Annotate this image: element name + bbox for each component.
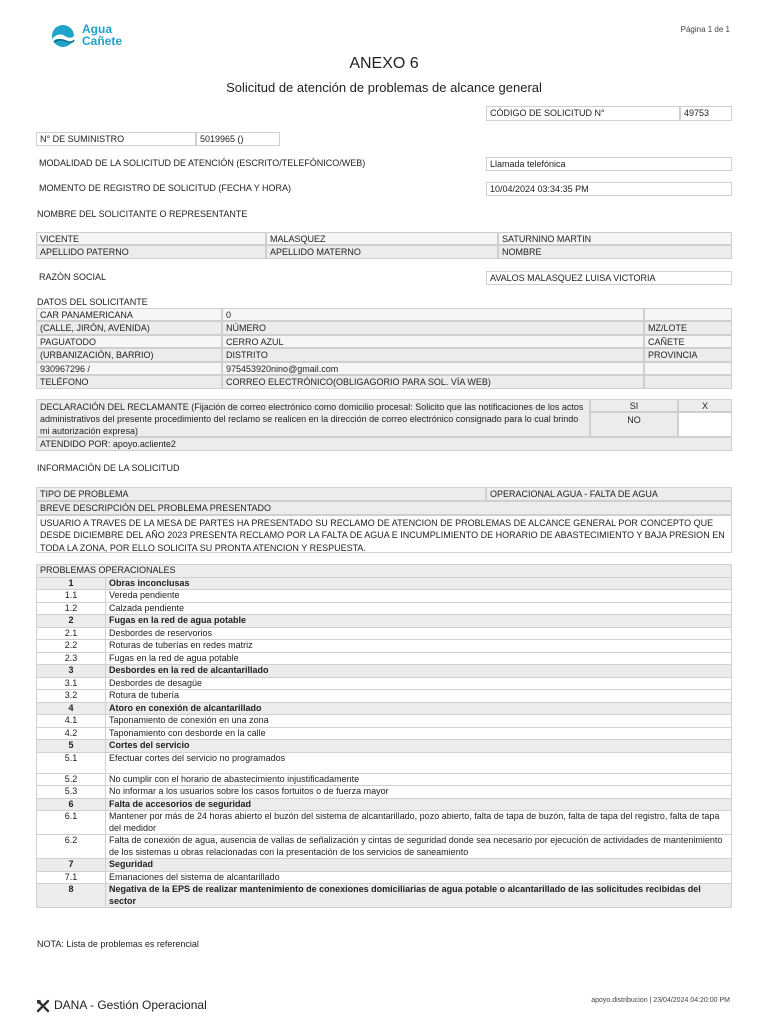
problem-number: 5 xyxy=(37,740,106,753)
numero-value: 0 xyxy=(222,308,644,321)
problem-number: 4.1 xyxy=(37,715,106,728)
mzlote-label: MZ/LOTE xyxy=(644,321,732,335)
suministro-value: 5019965 () xyxy=(196,132,280,146)
problem-text: No cumplir con el horario de abastecimiento injustificadamente xyxy=(106,773,732,786)
problem-text: Mantener por más de 24 horas abierto el buzón del sistema de alcantarillado, pozo abierto, falta de tapa de buzón, falta de tapa del registro, falta de tapa del medidor xyxy=(106,811,732,835)
distrito-value: CERRO AZUL xyxy=(222,335,644,348)
atendido-por: ATENDIDO POR: apoyo.acliente2 xyxy=(36,437,732,451)
page-subtitle: Solicitud de atención de problemas de alcance general xyxy=(226,80,542,95)
momento-label: MOMENTO DE REGISTRO DE SOLICITUD (FECHA Y HORA) xyxy=(39,183,292,193)
declaracion-no-label: NO xyxy=(590,412,678,437)
problem-number: 5.3 xyxy=(37,786,106,799)
problem-number: 7.1 xyxy=(37,871,106,884)
problemas-rows xyxy=(37,577,732,908)
datos-heading: DATOS DEL SOLICITANTE xyxy=(37,297,148,307)
calle-value: CAR PANAMERICANA xyxy=(36,308,222,321)
problem-number: 7 xyxy=(37,859,106,872)
problem-row xyxy=(37,752,732,773)
problem-text: Falta de accesorios de seguridad xyxy=(106,798,732,811)
modalidad-value: Llamada telefónica xyxy=(486,157,732,171)
tools-icon xyxy=(36,999,50,1013)
info-heading: INFORMACIÓN DE LA SOLICITUD xyxy=(37,463,180,473)
correo-label: CORREO ELECTRÓNICO(OBLIGAGORIO PARA SOL. VÍA WEB) xyxy=(222,375,644,389)
datos-empty-cell xyxy=(644,362,732,375)
problem-number: 1.2 xyxy=(37,602,106,615)
footer-meta: apoyo.distribucion | 23/04/2024 04:20:00 PM xyxy=(591,997,730,1004)
problem-row xyxy=(37,602,732,615)
problem-row xyxy=(37,727,732,740)
declaracion-si-mark: X xyxy=(678,399,732,412)
problem-text: Seguridad xyxy=(106,859,732,872)
apellido-paterno-label: APELLIDO PATERNO xyxy=(36,245,266,259)
problem-text: Obras inconclusas xyxy=(106,577,732,590)
problem-row xyxy=(37,884,732,908)
problem-row xyxy=(37,835,732,859)
tipo-problema-label: TIPO DE PROBLEMA xyxy=(36,487,486,501)
solicitante-heading: NOMBRE DEL SOLICITANTE O REPRESENTANTE xyxy=(37,209,248,219)
problem-row xyxy=(37,786,732,799)
problem-row xyxy=(37,577,732,590)
problem-row xyxy=(37,773,732,786)
problem-row xyxy=(37,740,732,753)
problem-row xyxy=(37,715,732,728)
problem-row xyxy=(37,615,732,628)
problem-number: 6 xyxy=(37,798,106,811)
correo-value: 975453920nino@gmail.com xyxy=(222,362,644,375)
problem-row xyxy=(37,665,732,678)
problem-number: 2.1 xyxy=(37,627,106,640)
problem-text: Desbordes de reservorios xyxy=(106,627,732,640)
problem-number: 3 xyxy=(37,665,106,678)
provincia-value: CAÑETE xyxy=(644,335,732,348)
problem-text: Emanaciones del sistema de alcantarillado xyxy=(106,871,732,884)
problem-number: 4 xyxy=(37,702,106,715)
calle-label: (CALLE, JIRÓN, AVENIDA) xyxy=(36,321,222,335)
provincia-label: PROVINCIA xyxy=(644,348,732,362)
problem-text: Negativa de la EPS de realizar mantenimiento de conexiones domiciliarias de agua potable o alcantarillado de las solicitudes recibidas del sector xyxy=(106,884,732,908)
problem-row xyxy=(37,811,732,835)
problem-row xyxy=(37,677,732,690)
problem-number: 6.1 xyxy=(37,811,106,835)
momento-value: 10/04/2024 03:34:35 PM xyxy=(486,182,732,196)
problem-text: Cortes del servicio xyxy=(106,740,732,753)
problem-row xyxy=(37,652,732,665)
problem-number: 8 xyxy=(37,884,106,908)
problem-number: 6.2 xyxy=(37,835,106,859)
problem-number: 3.2 xyxy=(37,690,106,703)
breve-descripcion-label: BREVE DESCRIPCIÓN DEL PROBLEMA PRESENTADO xyxy=(36,501,732,515)
problem-number: 5.2 xyxy=(37,773,106,786)
declaracion-no-mark xyxy=(678,412,732,437)
problem-row xyxy=(37,590,732,603)
modalidad-label: MODALIDAD DE LA SOLICITUD DE ATENCIÓN (ESCRITO/TELEFÓNICO/WEB) xyxy=(39,158,366,168)
urbanizacion-label: (URBANIZACIÓN, BARRIO) xyxy=(36,348,222,362)
problem-text: Desbordes de desagüe xyxy=(106,677,732,690)
page-title: ANEXO 6 xyxy=(349,55,419,72)
problem-text: Rotura de tubería xyxy=(106,690,732,703)
problem-row xyxy=(37,627,732,640)
problem-number: 1 xyxy=(37,577,106,590)
problem-text: Vereda pendiente xyxy=(106,590,732,603)
problem-text: Taponamiento de conexión en una zona xyxy=(106,715,732,728)
problem-number: 1.1 xyxy=(37,590,106,603)
nota: NOTA: Lista de problemas es referencial xyxy=(37,939,199,949)
problem-text: Falta de conexión de agua, ausencia de vallas de señalización y cintas de seguridad donde sea necesario por ejecución de actividades de mantenimiento de los sistemas u obras relacionadas con la presentación de los servicios de saneamiento xyxy=(106,835,732,859)
problem-number: 2.3 xyxy=(37,652,106,665)
problem-text: No informar a los usuarios sobre los casos fortuitos o de fuerza mayor xyxy=(106,786,732,799)
problemas-heading: PROBLEMAS OPERACIONALES xyxy=(37,565,732,578)
datos-empty-cell-2 xyxy=(644,375,732,389)
problem-row xyxy=(37,859,732,872)
problem-text: Fugas en la red de agua potable xyxy=(106,652,732,665)
tipo-problema-value: OPERACIONAL AGUA - FALTA DE AGUA xyxy=(486,487,732,501)
apellido-paterno-value: VICENTE xyxy=(36,232,266,245)
razon-social-label: RAZÓN SOCIAL xyxy=(39,272,107,282)
problem-text: Roturas de tuberías en redes matriz xyxy=(106,640,732,653)
declaracion-text: DECLARACIÓN DEL RECLAMANTE (Fijación de correo electrónico como domicilio procesal: Solicito que las notificaciones de los actos administrativos del presente procedimiento del reclamo se realicen en la dirección de correo electrónico consignado para lo cual brindo mi autorización expresa) xyxy=(36,399,590,437)
problem-number: 2.2 xyxy=(37,640,106,653)
codigo-value: 49753 xyxy=(680,106,732,121)
declaracion-si-label: SI xyxy=(590,399,678,412)
problem-text: Atoro en conexión de alcantarillado xyxy=(106,702,732,715)
problem-number: 5.1 xyxy=(37,752,106,773)
problem-row xyxy=(37,871,732,884)
footer-brand-text: DANA - Gestión Operacional xyxy=(54,998,207,1012)
codigo-label: CÓDIGO DE SOLICITUD N° xyxy=(486,106,680,121)
logo-text-line1: Agua xyxy=(82,22,112,36)
problem-number: 2 xyxy=(37,615,106,628)
distrito-label: DISTRITO xyxy=(222,348,644,362)
page-number: Página 1 de 1 xyxy=(680,25,730,34)
company-logo xyxy=(50,22,130,50)
telefono-value: 930967296 / xyxy=(36,362,222,375)
problemas-table xyxy=(36,564,732,908)
mzlote-value xyxy=(644,308,732,321)
problem-text: Efectuar cortes del servicio no programados xyxy=(106,752,732,773)
problem-row xyxy=(37,702,732,715)
nombre-label: NOMBRE xyxy=(498,245,732,259)
problem-row xyxy=(37,690,732,703)
problem-row xyxy=(37,798,732,811)
razon-social-value: AVALOS MALASQUEZ LUISA VICTORIA xyxy=(486,271,732,285)
descripcion-text: USUARIO A TRAVES DE LA MESA DE PARTES HA PRESENTADO SU RECLAMO DE ATENCION DE PROBLEMAS DE ALCANCE GENERAL POR CONCEPTO QUE DESDE DICIEMBRE DEL AÑO 2023 PRESENTA RECLAMO POR LA FALTA DE AGUA E INCUMPLIMIENTO DE HORARIO DE ABASTECIMIENTO Y BAJA PRESION EN TODA LA ZONA, POR ELLO SOLICITA SU PRONTA ATENCION Y RESPUESTA. xyxy=(36,515,732,553)
apellido-materno-value: MALASQUEZ xyxy=(266,232,498,245)
apellido-materno-label: APELLIDO MATERNO xyxy=(266,245,498,259)
problem-number: 3.1 xyxy=(37,677,106,690)
urbanizacion-value: PAGUATODO xyxy=(36,335,222,348)
problem-text: Fugas en la red de agua potable xyxy=(106,615,732,628)
problem-number: 4.2 xyxy=(37,727,106,740)
logo-text-line2: Cañete xyxy=(82,34,123,48)
telefono-label: TELÉFONO xyxy=(36,375,222,389)
problem-text: Calzada pendiente xyxy=(106,602,732,615)
problem-text: Taponamiento con desborde en la calle xyxy=(106,727,732,740)
suministro-label: N° DE SUMINISTRO xyxy=(36,132,196,146)
problem-text: Desbordes en la red de alcantarillado xyxy=(106,665,732,678)
nombre-value: SATURNINO MARTIN xyxy=(498,232,732,245)
problem-row xyxy=(37,640,732,653)
water-drop-icon xyxy=(50,23,78,49)
numero-label: NÚMERO xyxy=(222,321,644,335)
